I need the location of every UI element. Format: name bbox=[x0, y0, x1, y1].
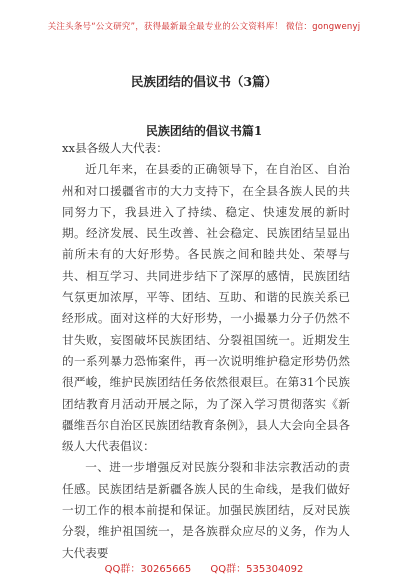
section-title: 民族团结的倡议书篇1 bbox=[145, 124, 263, 138]
document-body bbox=[62, 138, 350, 564]
header-note: 关注头条号“公文研究”，获得最新最全最专业的公文资料库！ 微信：gongwenyj bbox=[47, 22, 361, 32]
body-paragraph: 一、进一步增强反对民族分裂和非法宗教活动的责任感。民族团结是新疆各族人民的生命线，是我们做好一切工作的根本前提和保证。加强民族团结，反对民族分裂，维护祖国统一，是各族群众应尽的义务，作为人大代表要 bbox=[62, 460, 350, 560]
qq-group-2: QQ群：535304092 bbox=[210, 564, 304, 575]
qq-group-1: QQ群：30265665 bbox=[104, 564, 192, 575]
body-paragraph: 近几年来，在县委的正确领导下，在自治区、自治州和对口援疆省市的大力支持下，在全县各族人民的共同努力下，我县进入了持续、稳定、快速发展的新时期。经济发展、民生改善、社会稳定、民族团结呈显出前所未有的大好形势。各民族之间和睦共处、荣辱与共、相互学习、共同进步结下了深厚的感情，民族团结气氛更加浓厚，平等、团结、互助、和谐的民族关系已经形成。面对这样的大好形势，一小撮暴力分子仍然不甘失败，妄图破坏民族团结、分裂祖国统一。近期发生的一系列暴力恐怖案件，再一次说明维护稳定形势仍然很严峻，维护民族团结任务依然很艰巨。在第31个民族团结教育月活动开展之际，为了深入学习贯彻落实《新疆维吾尔自治区民族团结教育条例》，县人大会向全县各级人大代表倡议： bbox=[62, 162, 350, 454]
salutation: xx县各级人大代表： bbox=[62, 141, 168, 155]
footer-qq-groups bbox=[0, 560, 408, 575]
document-title: 民族团结的倡议书（3篇） bbox=[130, 74, 278, 89]
